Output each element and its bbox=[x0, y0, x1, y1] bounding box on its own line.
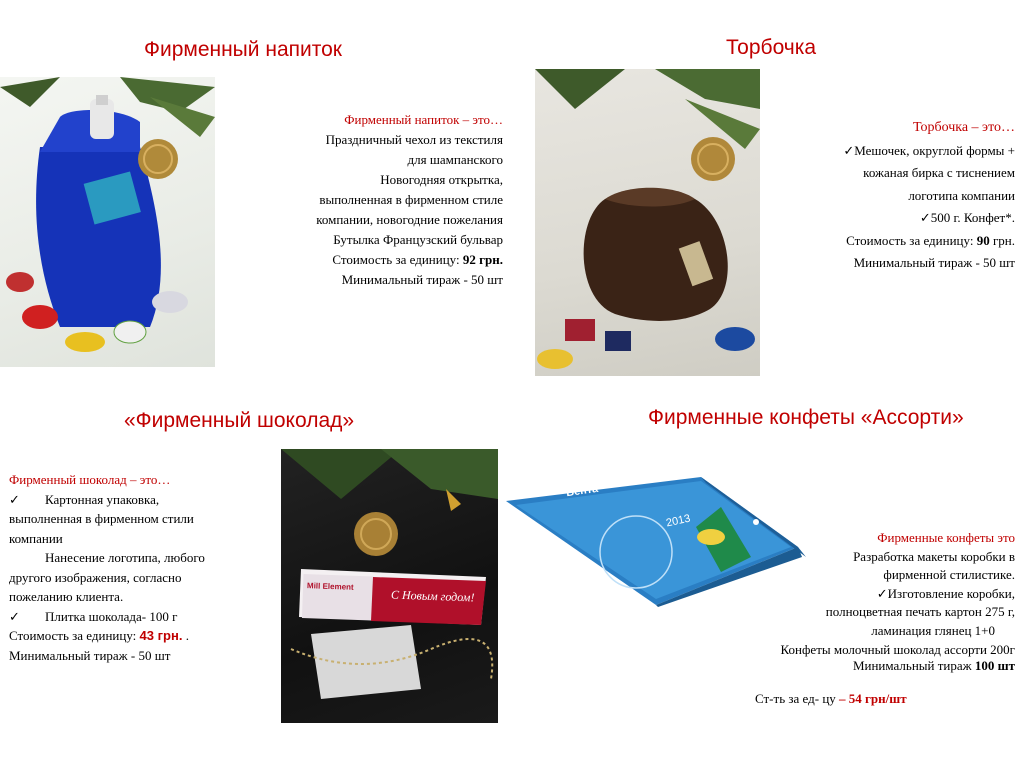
drink-photo bbox=[0, 77, 215, 367]
pouch-item-1-cont-b: логотипа компании bbox=[908, 187, 1015, 203]
chocolate-item-1-cont-a: выполненная в фирменном стили bbox=[9, 511, 194, 526]
drink-illustration bbox=[0, 77, 215, 367]
chocolate-item-2-cont-b: пожеланию клиента. bbox=[9, 589, 124, 604]
pouch-price: Стоимость за единицу: 90 грн. bbox=[846, 232, 1015, 248]
candies-box-brand: Вента bbox=[565, 482, 599, 500]
drink-item-2-cont-b: компании, новогодние пожелания bbox=[316, 212, 503, 227]
pouch-heading: Торбочка – это… bbox=[912, 120, 1015, 135]
check-icon: ✓ bbox=[876, 585, 888, 601]
drink-item-2-cont-a: выполненная в фирменном стиле bbox=[319, 192, 503, 207]
title-candies: Фирменные конфеты «Ассорти» bbox=[648, 406, 964, 429]
drink-price: Стоимость за единицу: 92 грн. bbox=[332, 252, 503, 267]
drink-min-run: Минимальный тираж - 50 шт bbox=[341, 272, 503, 287]
check-icon: ✓ bbox=[919, 210, 931, 225]
title-pouch: Торбочка bbox=[726, 36, 817, 59]
drink-item-3: Бутылка Французский бульвар bbox=[333, 232, 503, 247]
candies-item-1-cont-a: полноцветная печать картон 275 г, bbox=[825, 604, 1015, 620]
check-icon: ✓ bbox=[9, 608, 20, 624]
candies-item-1: ✓Изготовление коробки, bbox=[715, 585, 1015, 604]
chocolate-wrapper-text: С Новым годом! bbox=[390, 587, 475, 605]
chocolate-heading: Фирменный шоколад – это… bbox=[9, 472, 171, 487]
drink-heading: Фирменный напиток – это… bbox=[344, 112, 503, 127]
pouch-item-2: ✓500 г. Конфет*. bbox=[770, 207, 1015, 230]
candies-box-year: 2013 bbox=[665, 512, 692, 530]
pouch-item-1: ✓Мешочек, округлой формы + bbox=[770, 140, 1015, 163]
candies-heading: Фирменные конфеты это bbox=[877, 530, 1015, 545]
check-icon: ✓ bbox=[843, 142, 855, 158]
chocolate-photo bbox=[281, 449, 498, 723]
pouch-description bbox=[770, 117, 1015, 275]
candies-line-1: Разработка макеты коробки в bbox=[853, 548, 1015, 564]
check-icon: ✓ bbox=[9, 491, 20, 507]
title-drink: Фирменный напиток bbox=[144, 38, 342, 61]
chocolate-min-run: Минимальный тираж - 50 шт bbox=[9, 647, 171, 663]
candies-description bbox=[715, 529, 1015, 673]
chocolate-item-2-cont-a: другого изображения, согласно bbox=[9, 569, 182, 585]
chocolate-price: Стоимость за единицу: 43 грн. . bbox=[9, 628, 189, 643]
chocolate-description bbox=[9, 470, 269, 665]
title-chocolate: «Фирменный шоколад» bbox=[124, 409, 355, 432]
pouch-item-1-cont-a: кожаная бирка с тиснением bbox=[863, 165, 1015, 180]
candies-line-2: фирменной стилистике. bbox=[883, 567, 1015, 583]
pouch-illustration bbox=[535, 69, 760, 376]
candies-min-run: Минимальный тираж 100 шт bbox=[852, 658, 1015, 674]
drink-item-1: Праздничный чехол из текстиля bbox=[325, 132, 503, 147]
chocolate-item-2: Нанесение логотипа, любого bbox=[45, 550, 205, 565]
chocolate-item-1: ✓ Картонная упаковка, bbox=[9, 490, 269, 510]
chocolate-item-3: ✓ Плитка шоколада- 100 г bbox=[9, 607, 269, 627]
candies-price: Ст-ть за ед- цу – 54 грн/шт bbox=[755, 691, 907, 706]
candies-content: Конфеты молочный шоколад ассорти 200г bbox=[780, 641, 1015, 657]
chocolate-logo: Mill Element bbox=[306, 581, 354, 592]
drink-item-2: Новогодняя открытка, bbox=[380, 172, 503, 187]
chocolate-item-1-cont-b: компании bbox=[9, 530, 63, 546]
drink-description bbox=[250, 110, 503, 290]
pouch-photo bbox=[535, 69, 760, 376]
candies-item-1-cont-b: ламинация глянец 1+0 bbox=[871, 622, 995, 638]
pouch-min-run: Минимальный тираж - 50 шт bbox=[853, 255, 1015, 270]
drink-item-1-cont: для шампанского bbox=[407, 152, 503, 167]
